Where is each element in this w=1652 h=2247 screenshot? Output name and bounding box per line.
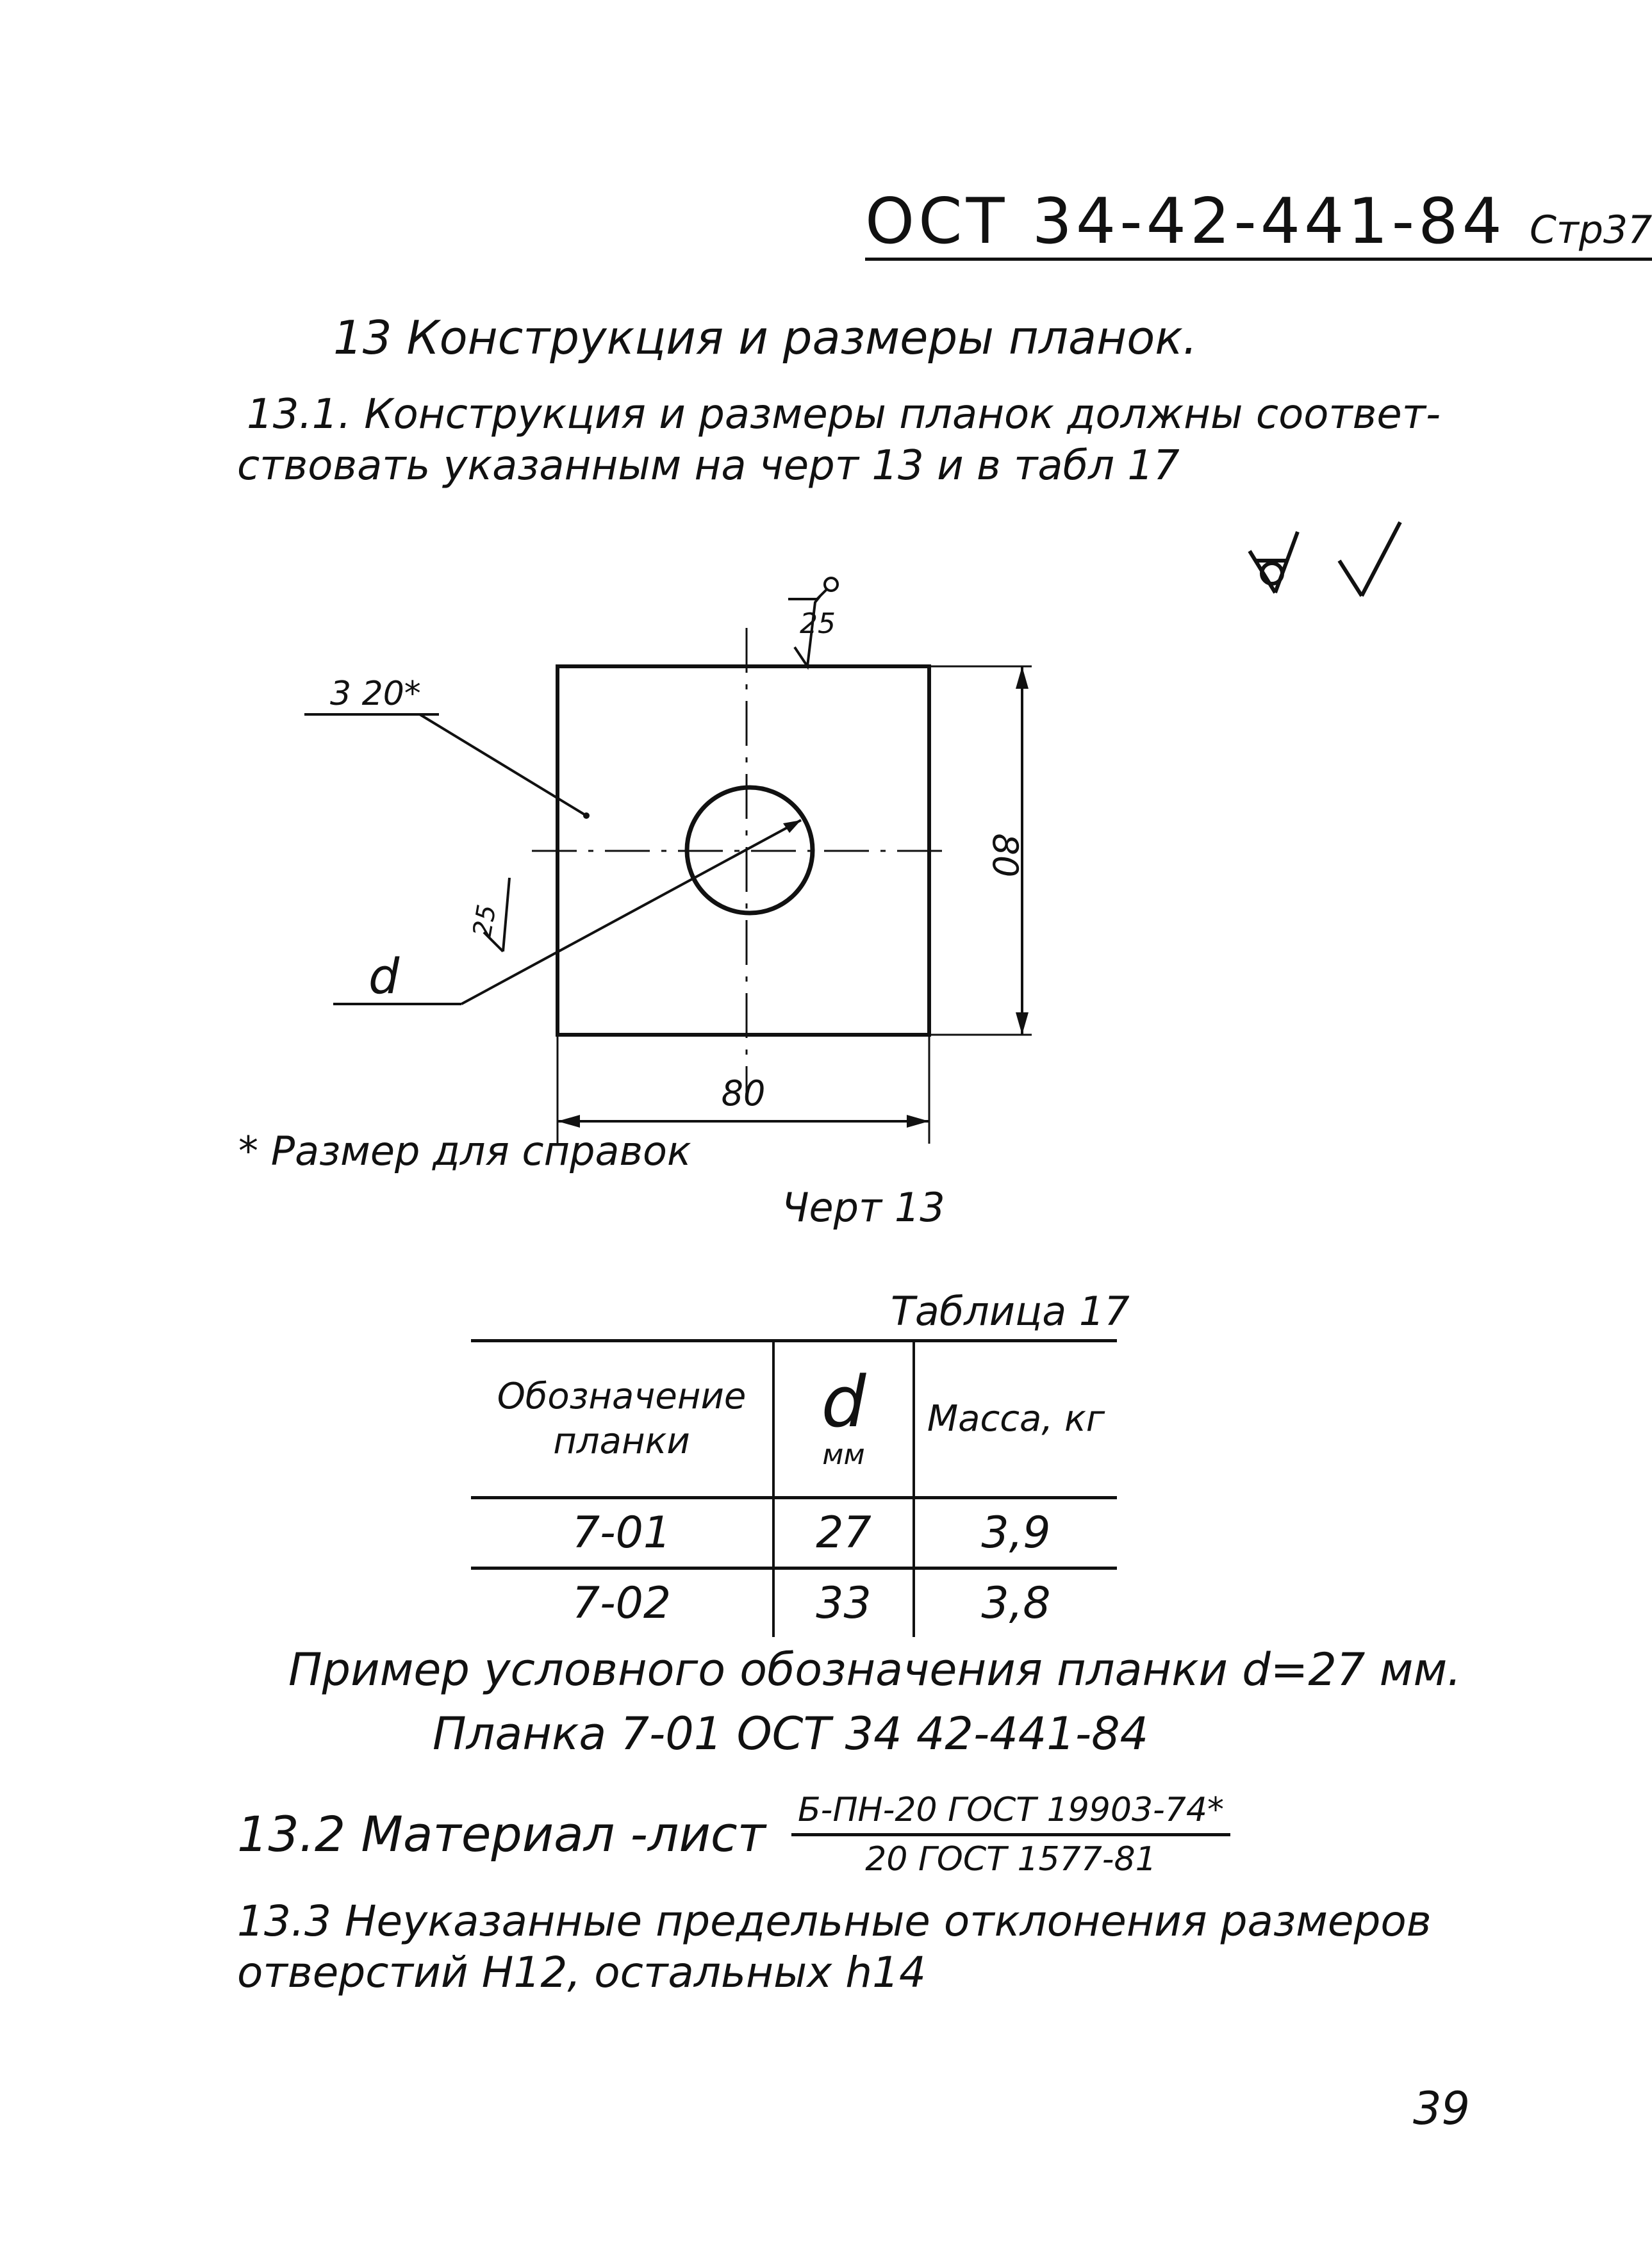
table-header-row xyxy=(471,1341,1117,1498)
reference-footnote: * Размер для справок xyxy=(238,1128,691,1174)
example-line-2: Планка 7-01 ОСТ 34 42-441-84 xyxy=(433,1708,1149,1760)
table-row xyxy=(471,1568,1117,1638)
hole-label: d xyxy=(368,948,400,1005)
cell-d: 27 xyxy=(773,1498,914,1568)
material-fraction xyxy=(791,1791,1230,1879)
cell-designation: 7-02 xyxy=(572,1578,672,1629)
table-17 xyxy=(471,1339,1117,1637)
cell-mass: 3,9 xyxy=(914,1498,1117,1568)
hole-roughness-value: 25 xyxy=(467,902,502,940)
page-number: 39 xyxy=(1413,2082,1471,2135)
width-value: 80 xyxy=(721,1073,766,1114)
roughness-symbol-machined-icon xyxy=(1250,532,1298,593)
top-roughness-symbol xyxy=(788,578,838,666)
chamfer-leader xyxy=(304,675,590,819)
header-d xyxy=(773,1341,914,1498)
table-row xyxy=(471,1498,1117,1568)
header-designation: Обозначение планки xyxy=(471,1341,773,1498)
tolerance-line-1: 13.3 Неуказанные предельные отклонения размеров xyxy=(237,1897,1432,1946)
standard-id: ОСТ 34-42-441-84 xyxy=(865,185,1506,258)
cell-mass: 3,8 xyxy=(981,1578,1051,1629)
table-caption: Таблица 17 xyxy=(891,1288,1130,1335)
material-label: 13.2 Материал -лист xyxy=(237,1806,766,1863)
cell-d: 33 xyxy=(773,1568,914,1638)
material-numerator: Б-ПН-20 ГОСТ 19903-74* xyxy=(798,1791,1224,1829)
plate-drawing xyxy=(231,564,1128,1140)
height-value: 80 xyxy=(985,833,1025,878)
chamfer-label: 3 20* xyxy=(330,675,421,713)
paragraph-13-1-line-1: 13.1. Конструкция и размеры планок должны соответ- xyxy=(247,391,1441,438)
page-reference: Стр37 xyxy=(1529,208,1652,252)
header-d-symbol: d xyxy=(821,1360,866,1443)
header-mass: Масса, кг xyxy=(914,1341,1117,1498)
material-denominator: 20 ГОСТ 1577-81 xyxy=(865,1840,1157,1879)
paragraph-13-1-line-2: ствовать указанным на черт 13 и в табл 17 xyxy=(237,442,1180,490)
top-roughness-value: 25 xyxy=(800,607,836,640)
standard-designation xyxy=(865,185,1652,261)
tolerance-line-2: отверстий Н12, остальных h14 xyxy=(237,1948,927,1997)
surface-roughness-marks xyxy=(1243,513,1416,609)
drawing-caption: Черт 13 xyxy=(782,1184,945,1231)
hole-roughness-symbol xyxy=(468,878,509,951)
header-d-unit: мм xyxy=(822,1438,865,1471)
cell-designation: 7-01 xyxy=(471,1498,773,1568)
height-dimension xyxy=(929,666,1032,1035)
roughness-symbol-check-icon xyxy=(1339,522,1400,596)
example-line-1: Пример условного обозначения планки d=27 мм. xyxy=(288,1643,1462,1696)
section-title: 13 Конструкция и размеры планок. xyxy=(333,311,1198,365)
